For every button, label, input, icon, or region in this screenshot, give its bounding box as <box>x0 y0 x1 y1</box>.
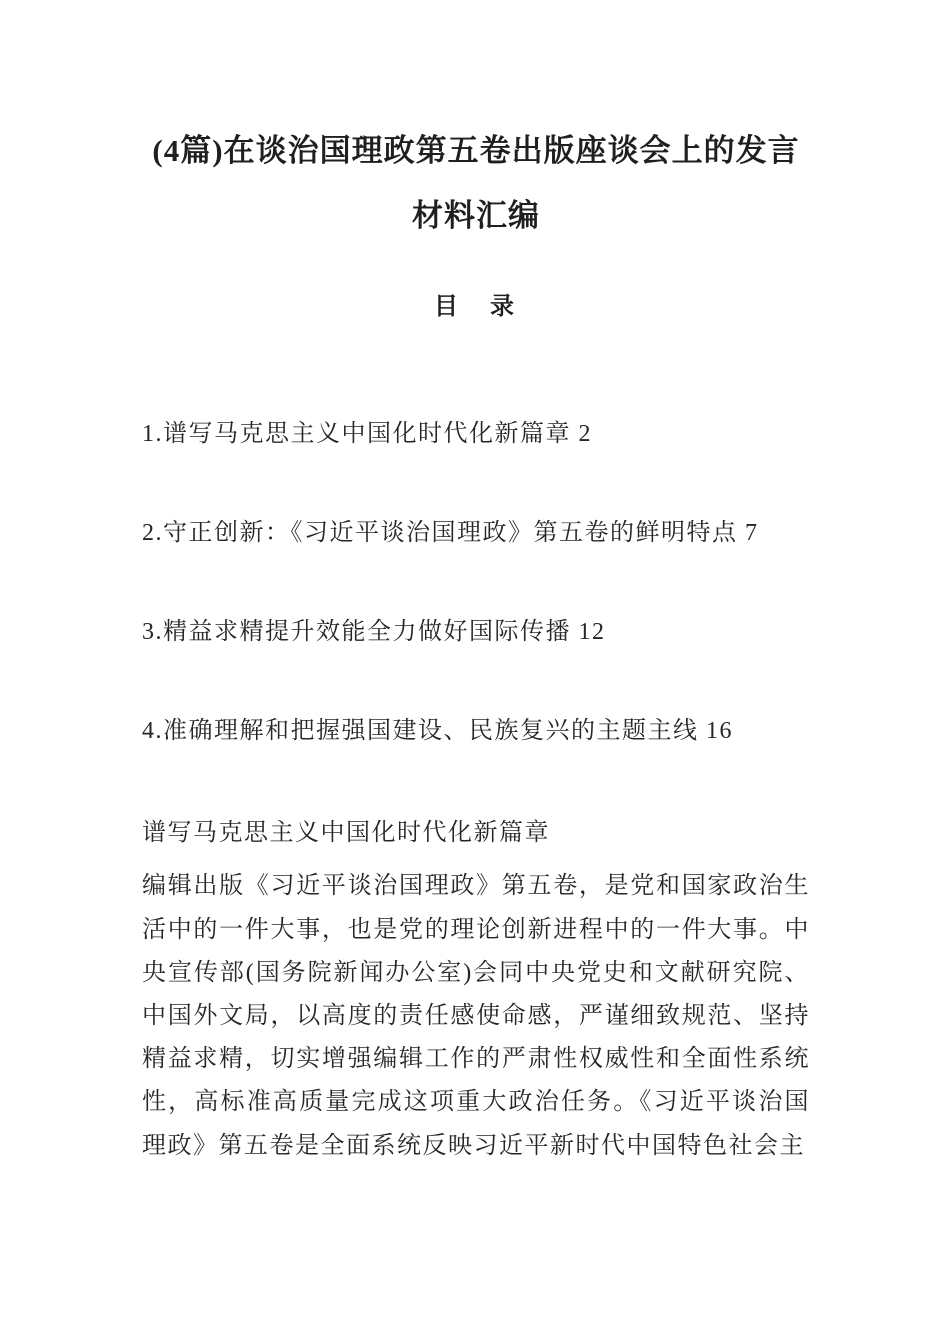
section-heading: 谱写马克思主义中国化时代化新篇章 <box>142 820 550 847</box>
toc-list <box>142 417 810 748</box>
body-paragraph: 编辑出版《习近平谈治国理政》第五卷，是党和国家政治生活中的一件大事，也是党的理论创新进程中的一件大事。中央宣传部(国务院新闻办公室)会同中央党史和文献研究院、中国外文局，以高度的责任感使命感，严谨细致规范、坚持精益求精，切实增强编辑工作的严肃性权威性和全面性系统性，高标准高质量完成这项重大政治任务。《习近平谈治国理政》第五卷是全面系统反映习近平新时代中国特色社会主 <box>142 873 810 1159</box>
toc-item-3: 3.精益求精提升效能全力做好国际传播 12 <box>142 618 606 645</box>
toc-item-4: 4.准确理解和把握强国建设、民族复兴的主题主线 16 <box>142 717 733 744</box>
toc-item-2: 2.守正创新：《习近平谈治国理政》第五卷的鲜明特点 7 <box>142 519 759 546</box>
page-title: (4篇)在谈治国理政第五卷出版座谈会上的发言材料汇编 <box>152 133 800 234</box>
toc-item-1: 1.谱写马克思主义中国化时代化新篇章 2 <box>142 421 592 448</box>
toc-heading: 目 录 <box>434 294 518 321</box>
